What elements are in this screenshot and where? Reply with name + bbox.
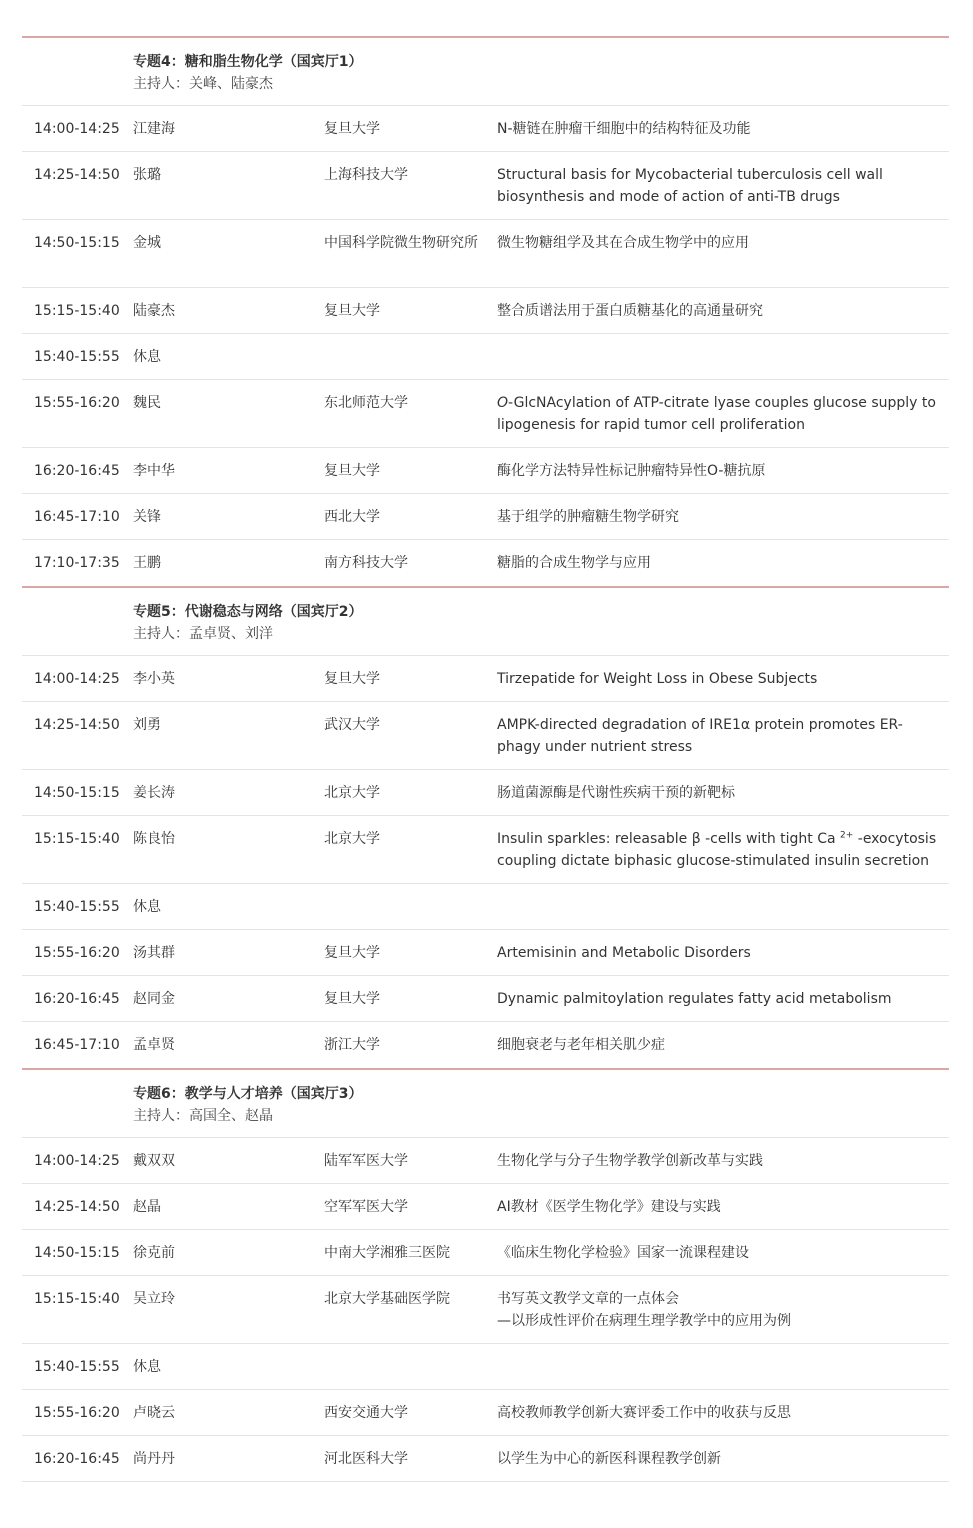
speaker-cell: 陆豪杰	[133, 303, 175, 319]
section-title: 专题5：代谢稳态与网络（国宾厅2）	[133, 604, 363, 620]
institution-cell: 北京大学	[324, 831, 380, 847]
time-cell: 15:15-15:40	[34, 831, 120, 847]
time-cell: 14:00-14:25	[34, 1153, 120, 1169]
speaker-cell: 李中华	[133, 463, 175, 479]
time-cell: 14:25-14:50	[34, 717, 120, 733]
table-row	[22, 1436, 949, 1482]
talk-title-cell: 高校教师教学创新大赛评委工作中的收获与反思	[497, 1405, 791, 1421]
title-line-1: 书写英文教学文章的一点体会	[497, 1291, 679, 1307]
title-line-2: —以形成性评价在病理生理学教学中的应用为例	[497, 1313, 791, 1329]
institution-cell: 西北大学	[324, 509, 380, 525]
talk-title-cell: AI教材《医学生物化学》建设与实践	[497, 1199, 721, 1215]
speaker-cell: 卢晓云	[133, 1405, 175, 1421]
institution-cell: 浙江大学	[324, 1037, 380, 1053]
talk-title-cell: 细胞衰老与老年相关肌少症	[497, 1037, 665, 1053]
speaker-cell: 尚丹丹	[133, 1451, 175, 1467]
table-row	[22, 380, 949, 448]
speaker-cell: 魏民	[133, 395, 161, 411]
time-cell: 14:50-15:15	[34, 785, 120, 801]
table-row	[22, 1022, 949, 1068]
section-title: 专题4：糖和脂生物化学（国宾厅1）	[133, 54, 363, 70]
time-cell: 16:45-17:10	[34, 1037, 120, 1053]
speaker-cell: 吴立玲	[133, 1291, 175, 1307]
agenda-table	[22, 36, 949, 1482]
table-row	[22, 1276, 949, 1344]
title-text: -GlcNAcylation of ATP-citrate lyase couples glucose supply to lipogenesis for rapid tumor cell proliferation	[497, 395, 936, 433]
time-cell: 14:25-14:50	[34, 1199, 120, 1215]
section-4-header	[22, 36, 949, 106]
title-text: Insulin sparkles: releasable β -cells with tight Ca	[497, 831, 841, 847]
table-row	[22, 1390, 949, 1436]
institution-cell: 陆军军医大学	[324, 1153, 408, 1169]
break-label: 休息	[133, 899, 161, 915]
table-row-break	[22, 884, 949, 930]
speaker-cell: 关锋	[133, 509, 161, 525]
speaker-cell: 李小英	[133, 671, 175, 687]
time-cell: 15:15-15:40	[34, 1291, 120, 1307]
talk-title-cell: 糖脂的合成生物学与应用	[497, 555, 651, 571]
section-6-header	[22, 1068, 949, 1138]
speaker-cell: 赵同金	[133, 991, 175, 1007]
institution-cell: 南方科技大学	[324, 555, 408, 571]
table-row	[22, 1230, 949, 1276]
table-row	[22, 976, 949, 1022]
speaker-cell: 赵晶	[133, 1199, 161, 1215]
talk-title-cell: N-糖链在肿瘤干细胞中的结构特征及功能	[497, 121, 751, 137]
time-cell: 14:00-14:25	[34, 121, 120, 137]
talk-title-cell: Artemisinin and Metabolic Disorders	[497, 945, 751, 961]
title-text: -exocytosis coupling dictate biphasic glucose-stimulated insulin secretion	[497, 831, 937, 869]
institution-cell: 东北师范大学	[324, 395, 408, 411]
institution-cell: 武汉大学	[324, 717, 380, 733]
table-row	[22, 770, 949, 816]
speaker-cell: 王鹏	[133, 555, 161, 571]
time-cell: 14:50-15:15	[34, 235, 120, 251]
talk-title-cell: 以学生为中心的新医科课程教学创新	[497, 1451, 721, 1467]
time-cell: 15:40-15:55	[34, 349, 120, 365]
section-host: 主持人：关峰、陆豪杰	[133, 76, 273, 92]
section-5-header	[22, 586, 949, 656]
italic-prefix: O	[497, 395, 509, 411]
institution-cell: 北京大学	[324, 785, 380, 801]
talk-title-cell: 微生物糖组学及其在合成生物学中的应用	[497, 235, 749, 251]
speaker-cell: 孟卓贤	[133, 1037, 175, 1053]
speaker-cell: 江建海	[133, 121, 175, 137]
time-cell: 15:55-16:20	[34, 395, 120, 411]
time-cell: 14:50-15:15	[34, 1245, 120, 1261]
talk-title-cell: AMPK-directed degradation of IRE1α protein promotes ER-phagy under nutrient stress	[497, 717, 903, 755]
talk-title-cell: 整合质谱法用于蛋白质糖基化的高通量研究	[497, 303, 763, 319]
speaker-cell: 陈良怡	[133, 831, 175, 847]
time-cell: 14:00-14:25	[34, 671, 120, 687]
talk-title-cell: 酶化学方法特异性标记肿瘤特异性O-糖抗原	[497, 463, 766, 479]
table-row	[22, 106, 949, 152]
talk-title-cell: 肠道菌源酶是代谢性疾病干预的新靶标	[497, 785, 735, 801]
talk-title-cell: Dynamic palmitoylation regulates fatty acid metabolism	[497, 991, 892, 1007]
table-row	[22, 702, 949, 770]
speaker-cell: 徐克前	[133, 1245, 175, 1261]
table-row	[22, 656, 949, 702]
superscript: 2+	[840, 830, 854, 841]
speaker-cell: 张璐	[133, 167, 161, 183]
talk-title-cell	[497, 828, 945, 872]
table-row	[22, 816, 949, 884]
table-row	[22, 448, 949, 494]
table-row	[22, 1184, 949, 1230]
institution-cell: 西安交通大学	[324, 1405, 408, 1421]
institution-cell: 上海科技大学	[324, 167, 408, 183]
institution-cell: 复旦大学	[324, 303, 380, 319]
talk-title-cell: 基于组学的肿瘤糖生物学研究	[497, 509, 679, 525]
speaker-cell: 刘勇	[133, 717, 161, 733]
time-cell: 17:10-17:35	[34, 555, 120, 571]
break-label: 休息	[133, 349, 161, 365]
talk-title-cell: 《临床生物化学检验》国家一流课程建设	[497, 1245, 749, 1261]
section-title: 专题6：教学与人才培养（国宾厅3）	[133, 1086, 363, 1102]
section-host: 主持人：孟卓贤、刘洋	[133, 626, 273, 642]
talk-title-cell	[497, 392, 945, 436]
talk-title-cell	[497, 1288, 945, 1332]
table-row	[22, 288, 949, 334]
time-cell: 16:45-17:10	[34, 509, 120, 525]
institution-cell: 空军军医大学	[324, 1199, 408, 1215]
break-label: 休息	[133, 1359, 161, 1375]
talk-title-cell: Tirzepatide for Weight Loss in Obese Subjects	[497, 671, 818, 687]
time-cell: 15:15-15:40	[34, 303, 120, 319]
table-row	[22, 1138, 949, 1184]
institution-cell: 复旦大学	[324, 463, 380, 479]
time-cell: 15:40-15:55	[34, 1359, 120, 1375]
table-row	[22, 930, 949, 976]
time-cell: 15:55-16:20	[34, 945, 120, 961]
speaker-cell: 戴双双	[133, 1153, 175, 1169]
institution-cell: 复旦大学	[324, 991, 380, 1007]
table-row	[22, 540, 949, 586]
talk-title-cell: 生物化学与分子生物学教学创新改革与实践	[497, 1153, 763, 1169]
institution-cell: 复旦大学	[324, 121, 380, 137]
institution-cell: 河北医科大学	[324, 1451, 408, 1467]
table-row-break	[22, 334, 949, 380]
section-host: 主持人：高国全、赵晶	[133, 1108, 273, 1124]
time-cell: 15:55-16:20	[34, 1405, 120, 1421]
institution-cell: 北京大学基础医学院	[324, 1291, 450, 1307]
table-row	[22, 152, 949, 220]
table-row	[22, 220, 949, 288]
institution-cell: 复旦大学	[324, 671, 380, 687]
speaker-cell: 汤其群	[133, 945, 175, 961]
time-cell: 15:40-15:55	[34, 899, 120, 915]
table-row	[22, 494, 949, 540]
time-cell: 16:20-16:45	[34, 463, 120, 479]
time-cell: 16:20-16:45	[34, 1451, 120, 1467]
time-cell: 16:20-16:45	[34, 991, 120, 1007]
table-row-break	[22, 1344, 949, 1390]
institution-cell: 中南大学湘雅三医院	[324, 1245, 450, 1261]
institution-cell: 复旦大学	[324, 945, 380, 961]
talk-title-cell: Structural basis for Mycobacterial tuberculosis cell wall biosynthesis and mode of action of anti-TB drugs	[497, 167, 883, 205]
time-cell: 14:25-14:50	[34, 167, 120, 183]
institution-cell: 中国科学院微生物研究所	[324, 235, 478, 251]
speaker-cell: 姜长涛	[133, 785, 175, 801]
speaker-cell: 金城	[133, 235, 161, 251]
